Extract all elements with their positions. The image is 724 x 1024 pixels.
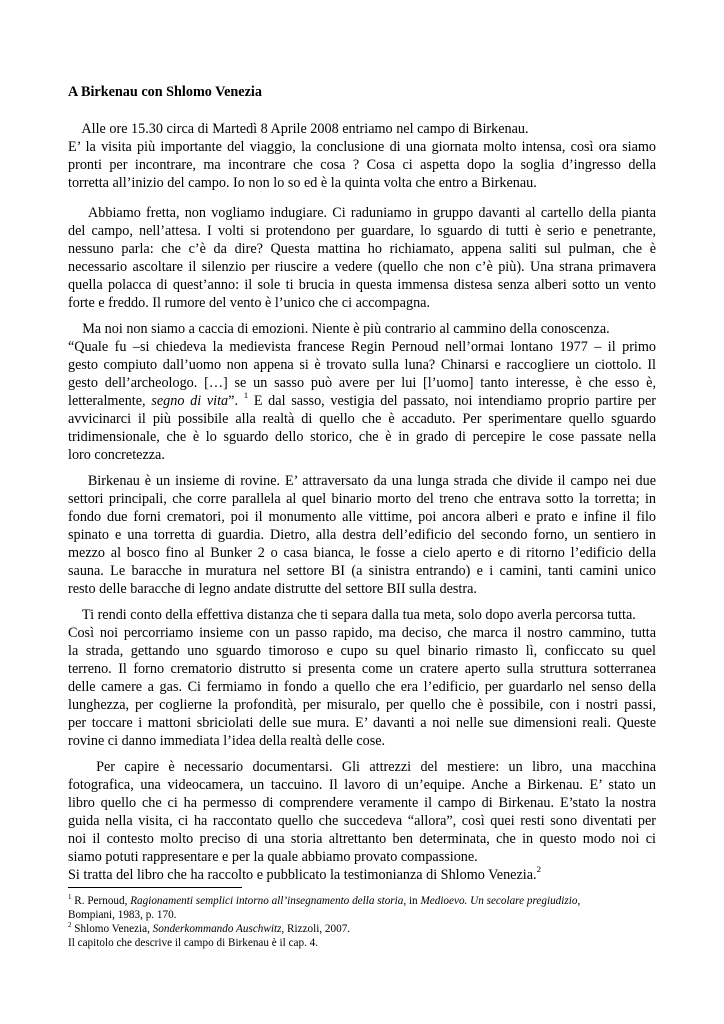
paragraph-4	[68, 472, 656, 598]
paragraph-line: Ma noi non siamo a caccia di emozioni. Niente è più contrario al cammino della conoscenza.	[68, 321, 610, 337]
paragraph-2	[68, 204, 656, 312]
paragraph-line: necessario ascoltare il silenzio per riuscire a vedere (quello che non c’è più). Una strana primavera	[68, 259, 656, 275]
paragraph-line: E’ la visita più importante del viaggio, la conclusione di una giornata molto intensa, così ora siamo	[68, 139, 656, 155]
text-run: letteralmente,	[68, 393, 152, 409]
italic-text: Ragionamenti semplici intorno all’insegnamento della storia,	[130, 895, 407, 907]
italic-text: segno di vita	[151, 393, 229, 409]
footnote-divider	[68, 887, 242, 888]
paragraph-line: gesto dell’archeologo. […] se un sasso può avere per lui [l’uomo] tanto interesse, è che esso è,	[68, 375, 656, 391]
text-run: ”.	[228, 393, 244, 409]
document-title: A Birkenau con Shlomo Venezia	[68, 84, 262, 100]
text-run: ,	[577, 895, 581, 907]
footnote-ref-2: 2	[536, 864, 541, 875]
footnote-1-continued: Bompiani, 1983, p. 170.	[68, 909, 177, 921]
paragraph-1	[68, 120, 656, 192]
paragraph-line: torretta all’inizio del campo. Io non lo so ed è la quinta volta che entro a Birkenau.	[68, 175, 537, 191]
paragraph-6	[68, 758, 656, 884]
paragraph-line: guida nella visita, ci ha raccontato quello che succedeva “allora”, così quei resti sono diventati per	[68, 813, 656, 829]
paragraph-line: gesto compiuto dall’uomo non appena si è trovato sulla luna? Chinarsi e raccogliere un ciottolo. Il	[68, 357, 656, 373]
paragraph-line: libro quello che ci ha permesso di comprendere veramente il campo di Birkenau. E’stato la nostra	[68, 795, 656, 811]
paragraph-line: mezzo al bosco fino al Bunker 2 o casa bianca, le fosse a cielo aperto e di ritorno l’edificio della	[68, 545, 656, 561]
paragraph-line: quella polacca di quest’anno: il sole ti brucia in questa immensa distesa senza alberi sotto un vento	[68, 277, 656, 293]
paragraph-line: “Quale fu –si chiedeva la medievista francese Regin Pernoud nell’ormai lontano 1977 – il primo	[68, 339, 656, 355]
italic-text: Medioevo. Un secolare pregiudizio	[420, 895, 578, 907]
footnote-2	[68, 922, 656, 936]
paragraph-line: delle camere a gas. Ci fermiamo in fondo a quello che era l’edificio, per guardarlo nel senso della	[68, 679, 656, 695]
paragraph-line: rovine ci danno immediata l’idea della realtà delle cose.	[68, 733, 386, 749]
footnote-ref-1: 1	[243, 390, 249, 401]
paragraph-line: siamo potuti rappresentare e per la quale abbiamo provato compassione.	[68, 849, 478, 865]
footnotes	[68, 894, 656, 950]
italic-text: Sonderkommando Auschwitz,	[152, 923, 285, 935]
text-run: Si tratta del libro che ha raccolto e pubblicato la testimonianza di Shlomo Venezia.	[68, 867, 537, 883]
paragraph-5	[68, 606, 656, 750]
paragraph-3	[68, 320, 656, 464]
footnote-marker: 1	[68, 892, 72, 901]
paragraph-line: nessuno parla: che c’è da dire? Questa mattina ho richiamato, appena saliti sul pulman, che è	[68, 241, 656, 257]
text-run: Rizzoli, 2007.	[284, 923, 351, 935]
footnote-1	[68, 894, 656, 908]
paragraph-line	[68, 392, 656, 410]
paragraph-line: fotografica, una videocamera, un taccuino. Il lavoro di un’equipe. Anche a Birkenau. E’ stato un	[68, 777, 656, 793]
paragraph-line: lunghezza, per coglierne la profondità, per misuralo, per quello che è possibile, con i nostri passi,	[68, 697, 656, 713]
text-run: in	[406, 895, 421, 907]
footnote-marker: 2	[68, 920, 72, 929]
paragraph-line: forte e freddo. Il rumore del vento è l’unico che ci accompagna.	[68, 295, 431, 311]
paragraph-line: per toccare i mattoni sbriciolati delle sue mura. E’ davanti a noi nelle sue dimensioni reali. Queste	[68, 715, 656, 731]
paragraph-line: avvicinarci il più possibile alla realtà di quello che è accaduto. Per sperimentare quello sguardo	[68, 411, 656, 427]
text-run: E dal sasso, vestigia del passato, noi intendiamo proprio partire per	[248, 393, 656, 409]
footnote-note: Il capitolo che descrive il campo di Birkenau è il cap. 4.	[68, 937, 319, 949]
paragraph-line: loro concretezza.	[68, 447, 165, 463]
paragraph-line: fondo due forni crematori, poi il monumento alle vittime, poi ancora alberi e prato e infine il filo	[68, 509, 656, 525]
paragraph-line: Abbiamo fretta, non vogliamo indugiare. Ci raduniamo in gruppo davanti al cartello della pianta	[68, 205, 656, 221]
paragraph-line: spinato e una torretta di guardia. Dietro, alla destra dell’edificio del secondo forno, un sentiero in	[68, 527, 656, 543]
text-run: Shlomo Venezia,	[71, 923, 153, 935]
paragraph-line: tridimensionale, che è lo sguardo dello storico, che è in grado di percepire le cose passate nella	[68, 429, 656, 445]
paragraph-line: Per capire è necessario documentarsi. Gli attrezzi del mestiere: un libro, una macchina	[68, 759, 656, 775]
paragraph-line: terreno. Il forno crematorio distrutto si presenta come un cratere aperto sulla struttura sotterranea	[68, 661, 656, 677]
paragraph-line: sauna. Le baracche in muratura nel settore BI (a sinistra entrando) e i camini, tanti camini unico	[68, 563, 656, 579]
text-run: R. Pernoud,	[71, 895, 131, 907]
paragraph-line: noi il contesto molto preciso di una storia altrettanto ben determinata, che in questo modo noi ci	[68, 831, 656, 847]
paragraph-line: pronti per incontrare, ma incontrare che cosa ? Cosa ci aspetta dopo la soglia d’ingresso della	[68, 157, 656, 173]
paragraph-line: la strada, gettando uno sguardo timoroso e cupo su quel binario rimasto lì, conficcato su quel	[68, 643, 656, 659]
paragraph-line: settori principali, che corre parallela al quel binario morto del treno che entrava sotto la torretta; in	[68, 491, 656, 507]
paragraph-line: resto delle baracche di legno andate distrutte del settore BII sulla destra.	[68, 581, 477, 597]
paragraph-line: Così noi percorriamo insieme con un passo rapido, ma deciso, che marca il nostro cammino, tutta	[68, 625, 656, 641]
paragraph-line: Alle ore 15.30 circa di Martedì 8 Aprile 2008 entriamo nel campo di Birkenau.	[68, 121, 529, 137]
paragraph-line: Ti rendi conto della effettiva distanza che ti separa dalla tua meta, solo dopo averla percorsa tutta.	[68, 607, 636, 623]
paragraph-line	[68, 866, 656, 884]
paragraph-line: Birkenau è un insieme di rovine. E’ attraversato da una lunga strada che divide il campo nei due	[68, 473, 656, 489]
paragraph-line: del campo, nell’attesa. I volti si protendono per guardare, lo sguardo di tutti è serio e penetrante,	[68, 223, 656, 239]
